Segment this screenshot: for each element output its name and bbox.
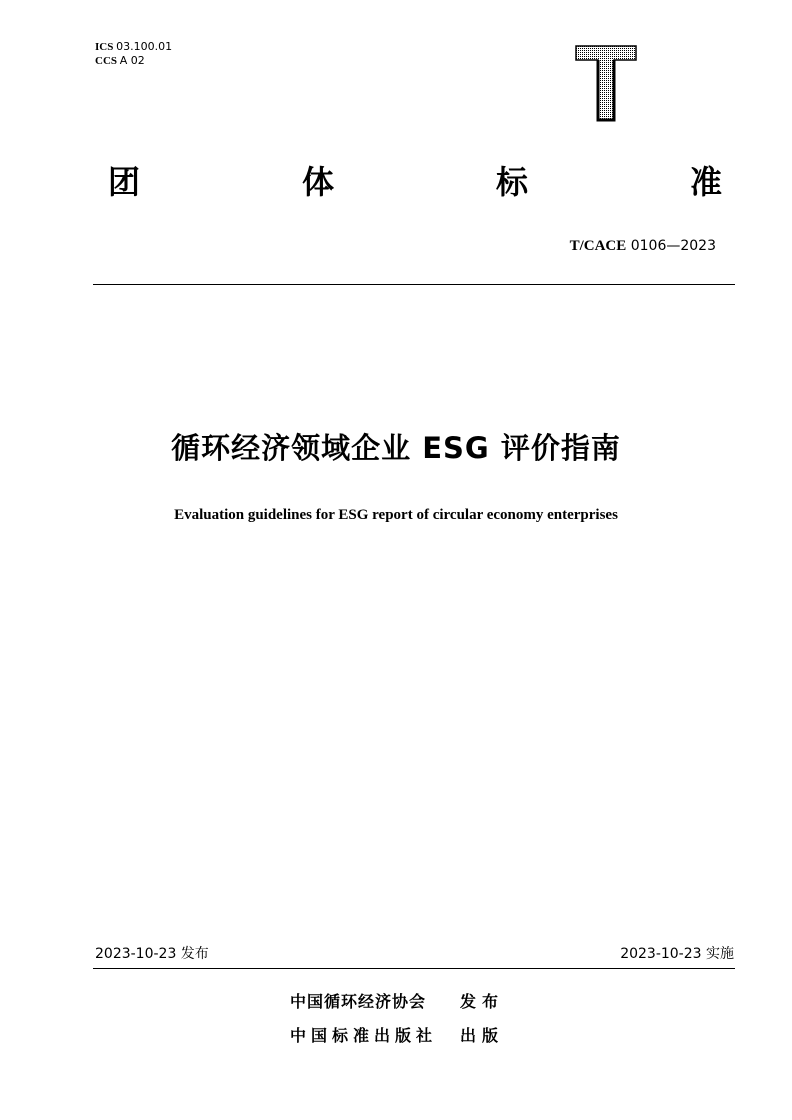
publisher-block: [290, 990, 520, 1048]
ccs-code: A 02: [119, 54, 145, 67]
title-english: Evaluation guidelines for ESG report of circular economy enterprises: [174, 507, 618, 523]
standard-type-char: 准: [689, 163, 722, 201]
standard-type-heading: [108, 160, 722, 204]
publisher-org: 中国标准出版社: [290, 1026, 438, 1045]
standard-letter: T: [605, 93, 607, 95]
standard-type-char: 体: [301, 163, 334, 201]
ccs-label: CCS: [95, 55, 118, 67]
ics-label: ICS: [95, 41, 114, 53]
ics-line: [95, 40, 172, 54]
standard-code: [570, 236, 716, 256]
standard-letter-logo: [574, 44, 638, 122]
issue-date: 2023-10-23 发布: [95, 946, 209, 962]
ics-code: 03.100.01: [116, 40, 173, 53]
publisher-org: 中国循环经济协会: [290, 992, 427, 1011]
top-divider: [93, 284, 735, 285]
standard-code-number: 0106—2023: [630, 238, 716, 254]
title-chinese: 循环经济领域企业 ESG 评价指南: [171, 431, 621, 465]
standard-type-char: 团: [108, 163, 141, 201]
publisher-role: 出版: [460, 1026, 505, 1045]
publisher-role: 发布: [460, 992, 505, 1011]
bottom-divider: [93, 968, 735, 969]
implementation-date: 2023-10-23 实施: [620, 946, 734, 962]
standard-type-char: 标: [495, 163, 528, 201]
ccs-line: [95, 54, 172, 68]
standard-code-prefix: T/CACE: [569, 238, 627, 254]
classification-codes: [95, 40, 172, 68]
